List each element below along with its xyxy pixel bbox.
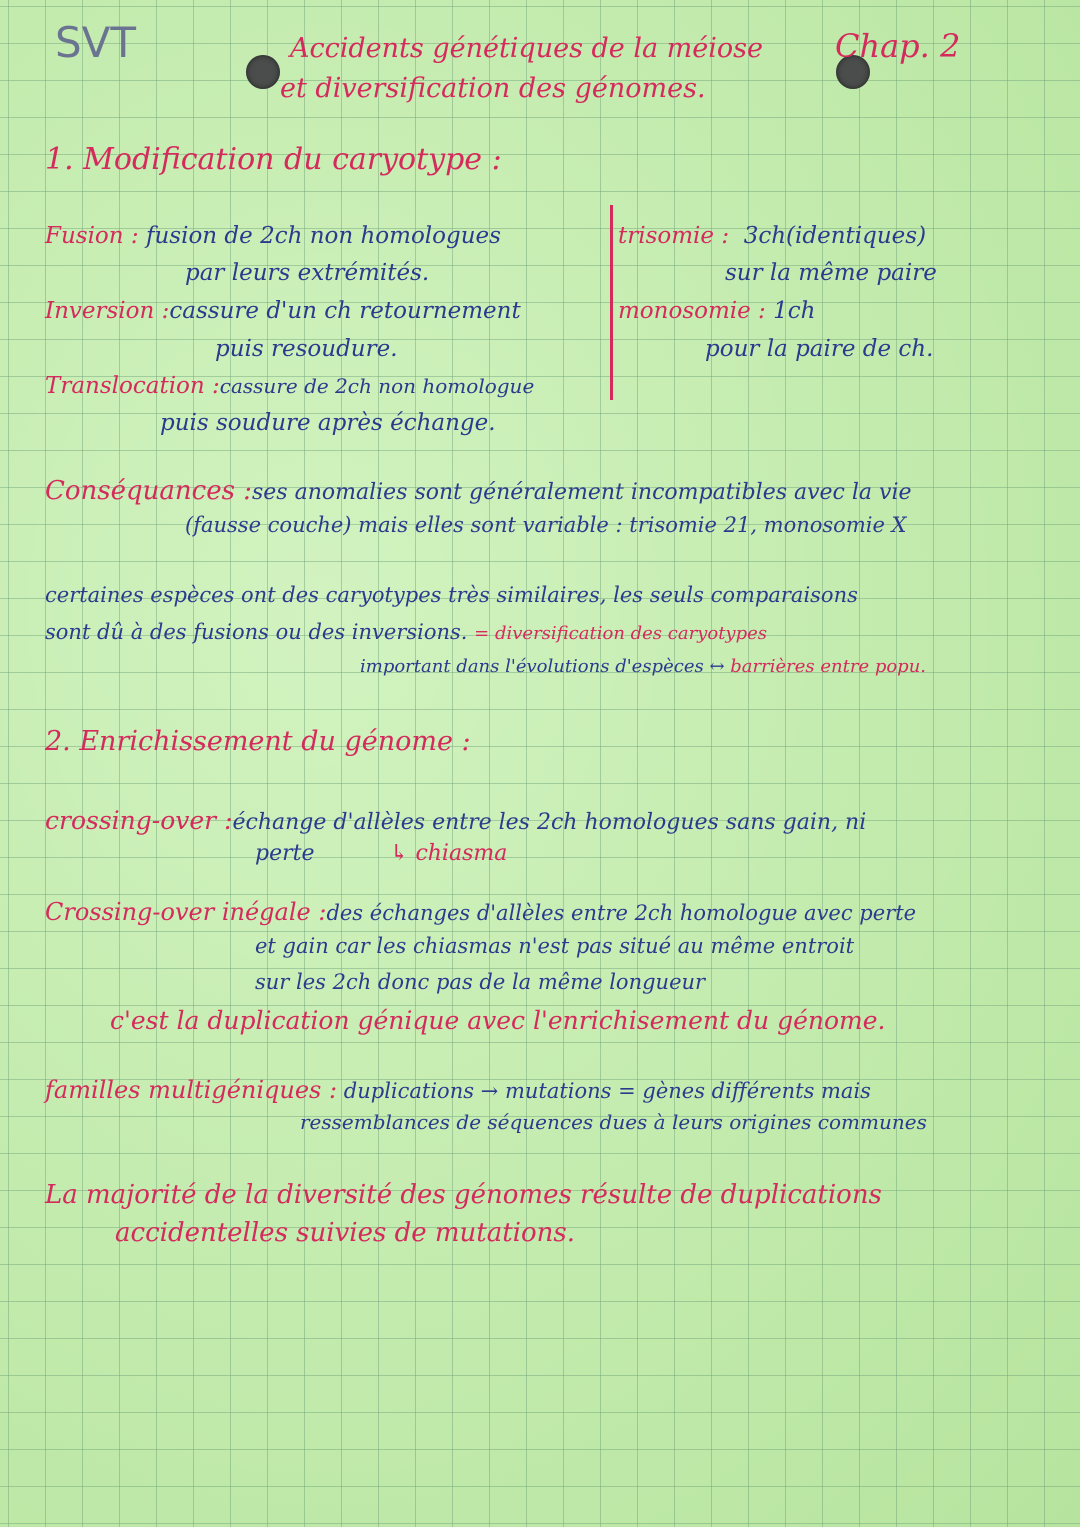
chapter-label: Chap. 2 <box>835 27 961 65</box>
barriers-text: barrières entre popu. <box>730 656 927 677</box>
monosomie-line <box>618 300 815 323</box>
arrow-icon: ↳ <box>390 841 409 866</box>
inversion-term: Inversion : <box>45 298 170 324</box>
consequences-text: ses anomalies sont généralement incompatibles avec la vie <box>251 480 912 505</box>
monosomie-line-2: pour la paire de ch. <box>705 336 934 362</box>
families-term: familles multigéniques : <box>45 1076 338 1104</box>
unequal-text: des échanges d'allèles entre 2ch homologue avec perte <box>326 901 917 925</box>
chiasma-text: chiasma <box>415 841 508 866</box>
families-text: duplications → mutations = gènes différents mais <box>343 1079 871 1103</box>
fusion-line-2: par leurs extrémités. <box>185 260 430 286</box>
unequal-line-4: c'est la duplication génique avec l'enrichisement du génome. <box>110 1006 886 1035</box>
section1-heading: 1. Modification du caryotype : <box>45 142 502 177</box>
translocation-line-2: puis soudure après échange. <box>160 410 496 436</box>
consequences-term: Conséquances : <box>45 476 252 506</box>
unequal-line <box>45 900 916 924</box>
trisomie-term: trisomie : <box>618 223 730 249</box>
unequal-line-2: et gain car les chiasmas n'est pas situé au même entroit <box>255 934 855 958</box>
evolution-text: important dans l'évolutions d'espèces <box>360 656 704 677</box>
chiasma-line <box>390 843 507 865</box>
crossing-over-line <box>45 808 866 834</box>
title-line-2: et diversification des génomes. <box>280 73 706 104</box>
monosomie-text: 1ch <box>773 298 816 324</box>
translocation-term: Translocation : <box>45 373 220 399</box>
crossing-over-text: échange d'allèles entre les 2ch homologues sans gain, ni <box>232 810 867 835</box>
unequal-term: Crossing-over inégale : <box>45 898 327 926</box>
title-line-1: Accidents génétiques de la méiose <box>290 33 763 64</box>
conclusion-line-1: La majorité de la diversité des génomes résulte de duplications <box>45 1180 882 1210</box>
fusion-line <box>45 225 501 248</box>
trisomie-text: 3ch(identiques) <box>743 223 927 249</box>
families-line <box>45 1078 871 1102</box>
consequences-line <box>45 478 912 504</box>
crossing-over-line-2: perte <box>255 841 315 866</box>
fusion-text: fusion de 2ch non homologues <box>145 223 501 249</box>
trisomie-line <box>618 225 926 248</box>
punch-hole-left <box>246 55 280 89</box>
crossing-over-term: crossing-over : <box>45 806 233 835</box>
monosomie-term: monosomie : <box>618 298 766 324</box>
trisomie-line-2: sur la même paire <box>725 260 937 286</box>
subject-label: SVT <box>55 18 137 67</box>
species-line-3 <box>360 658 926 676</box>
species-text: sont dû à des fusions ou des inversions. <box>45 620 468 644</box>
families-line-2: ressemblances de séquences dues à leurs origines communes <box>300 1110 927 1134</box>
translocation-text: cassure de 2ch non homologue <box>219 374 535 398</box>
column-divider <box>610 205 613 400</box>
consequences-line-2: (fausse couche) mais elles sont variable : trisomie 21, monosomie X <box>185 513 907 537</box>
inversion-line <box>45 300 521 323</box>
inversion-text: cassure d'un ch retournement <box>169 298 521 324</box>
conclusion-line-2: accidentelles suivies de mutations. <box>115 1218 575 1248</box>
species-line-1: certaines espèces ont des caryotypes très similaires, les seuls comparaisons <box>45 583 858 607</box>
section2-heading: 2. Enrichissement du génome : <box>45 726 471 757</box>
translocation-line <box>45 375 534 398</box>
fusion-term: Fusion : <box>45 223 139 249</box>
double-arrow-icon: ↔ <box>709 656 725 677</box>
inversion-line-2: puis resoudure. <box>215 336 398 362</box>
diversification-text: = diversification des caryotypes <box>474 623 768 644</box>
species-line-2 <box>45 622 767 643</box>
unequal-line-3: sur les 2ch donc pas de la même longueur <box>255 970 706 994</box>
